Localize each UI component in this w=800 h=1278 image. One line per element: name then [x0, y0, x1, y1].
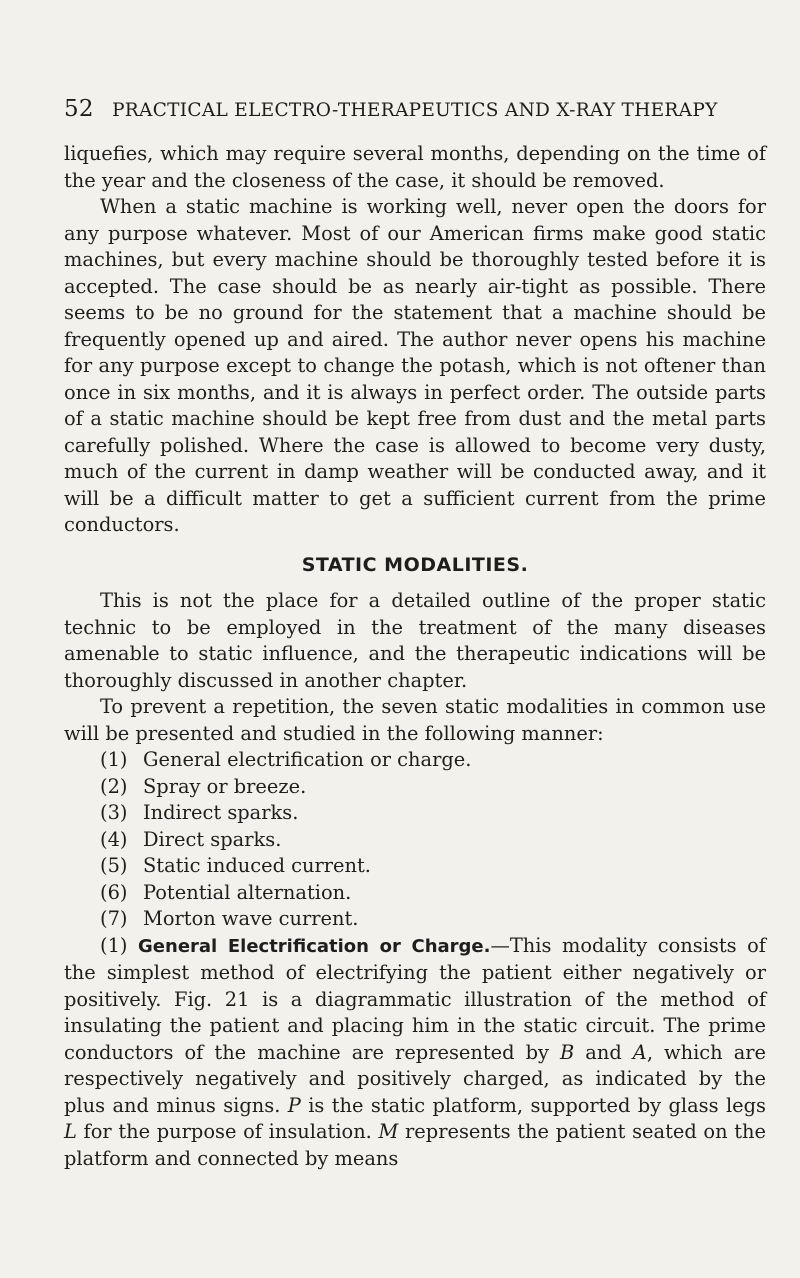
running-title: PRACTICAL ELECTRO-THERAPEUTICS AND X-RAY THERAPY — [112, 100, 718, 121]
list-item: (5) Static induced current. — [100, 854, 371, 877]
list-item: (2) Spray or breeze. — [100, 774, 307, 798]
list-item: (7) Morton wave current. — [100, 907, 359, 930]
list-item: (6) Potential alternation. — [100, 880, 352, 904]
paragraph-intro: This is not the place for a detailed outline of the proper static technic to be employed in the treatment of the many diseases amenable to static influence, and the therapeutic indications will be thoroughly discussed in another chapter. — [64, 589, 766, 692]
section-heading: STATIC MODALITIES. — [301, 553, 529, 576]
page-number: 52 — [64, 96, 94, 122]
paragraph-manner: To prevent a repetition, the seven static modalities in common use will be presented and studied in the following manner: — [64, 695, 766, 745]
subsection-number: (1) — [100, 933, 128, 957]
paragraph-static-machine-care: When a static machine is working well, never open the doors for any purpose whatever. Most of our American firms make good static machines, but every machine should be thoroughly tested before it is accepted. The case should be as nearly air-tight as possible. There seems to be no ground for the statement that a machine should be frequently opened up and aired. The author never opens his machine for any purpose except to change the potash, which is not oftener than once in six months, and it is always in perfect order. The outside parts of a static machine should be kept free from dust and the metal parts carefully polished. Where the case is allowed to become very dusty, much of the current in damp weather will be conducted away, and it will be a difficult matter to get a sufficient current from the prime conductors. — [64, 195, 766, 536]
list-item: (1) General electrification or charge. — [100, 748, 472, 771]
list-item: (4) Direct sparks. — [100, 827, 282, 851]
paragraph-continued: liquefies, which may require several months, depending on the time of the year and the closeness of the case, it should be removed. — [64, 142, 766, 192]
modalities-list — [64, 747, 766, 933]
running-header — [64, 96, 764, 122]
list-item: (3) Indirect sparks. — [100, 801, 299, 824]
body-text — [64, 141, 766, 1172]
subsection-title: General Electrification or Charge. — [138, 935, 491, 957]
paragraph-general-electrification: (1) General Electrification or Charge.—This modality consists of the simplest method of electrifying the patient either negatively or positively. Fig. 21 is a diagrammatic illustration of the method of insulating the patient and placing him in the static circuit. The prime conductors of the machine are represented by B and A, which are respectively negatively and positively charged, as indicated by the plus and minus signs. P is the static platform, supported by glass legs L for the purpose of insulation. M represents the patient seated on the platform and connected by means — [64, 933, 767, 1170]
